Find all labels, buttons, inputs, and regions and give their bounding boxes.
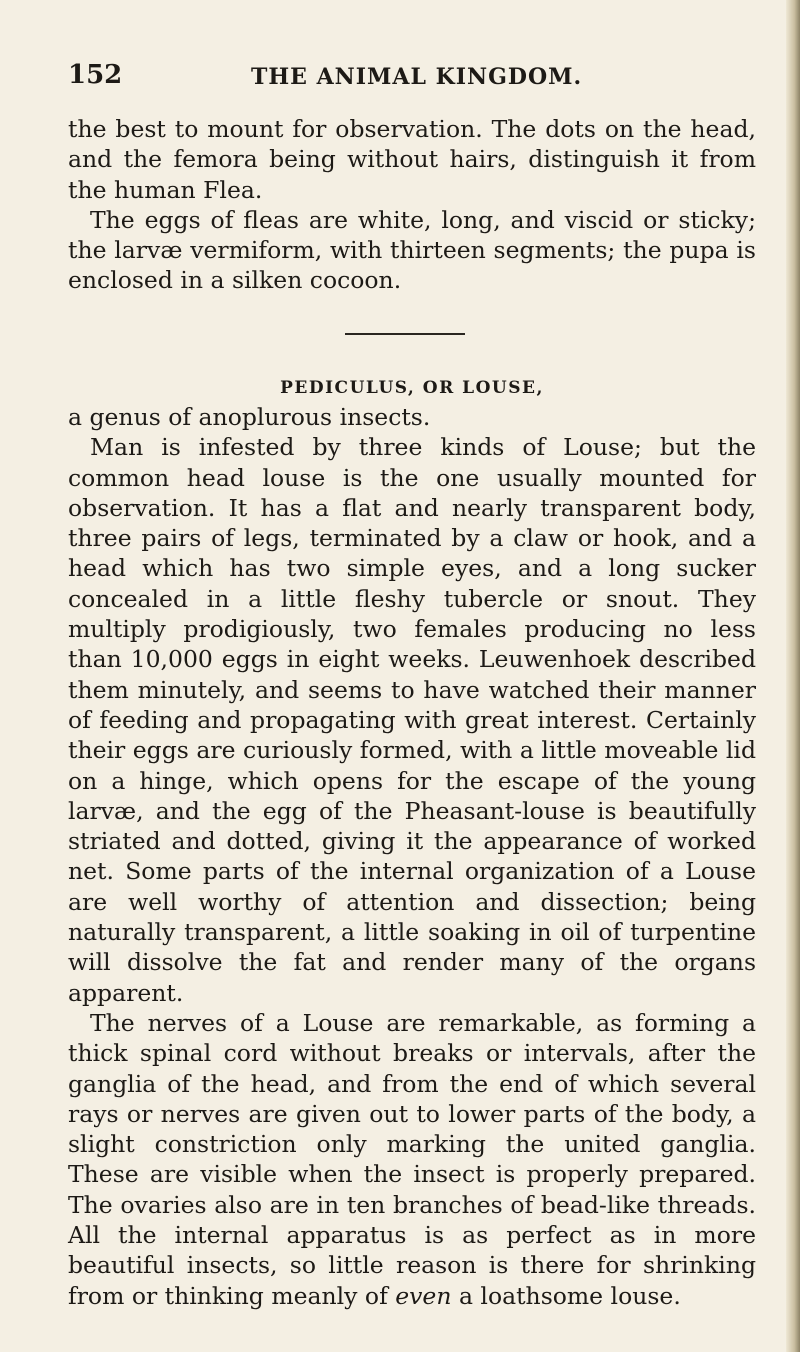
flea-paragraph-1: the best to mount for observation. The dots on the head, and the femora being without hairs, distinguish it from the human Flea. bbox=[68, 115, 756, 204]
page-edge bbox=[786, 0, 800, 1352]
flea-paragraph-2: The eggs of fleas are white, long, and viscid or sticky; the larvæ vermiform, with thirteen segments; the pupa is enclosed in a silken cocoon. bbox=[68, 205, 756, 295]
page-number: 152 bbox=[68, 60, 123, 90]
louse-paragraph-2-end: a loathsome louse. bbox=[451, 1281, 681, 1310]
louse-paragraph-2-start: The nerves of a Louse are remarkable, as forming a thick spinal cord without breaks or intervals, after the ganglia of the head, and from the end of which several rays or nerves are given out to lower parts of the body, a slight constriction only marking the united ganglia. These are visible when the insect is properly prepared. The ovaries also are in ten branches of bead-like threads. All the internal apparatus is as perfect as in more beautiful insects, so little reason is there for shrinking from or thinking meanly of bbox=[68, 1008, 756, 1310]
louse-paragraph-1: Man is infested by three kinds of Louse; but the common head louse is the one usually mounted for observation. It has a flat and nearly transparent body, three pairs of legs, terminated by a claw or hook, and a head which has two simple eyes, and a long sucker concealed in a little fleshy tubercle or snout. They multiply prodigiously, two females producing no less than 10,000 eggs in eight weeks. Leuwenhoek described them minutely, and seems to have watched their manner of feeding and propagating with great interest. Certainly their eggs are curiously formed, with a little moveable lid on a hinge, which opens for the escape of the young larvæ, and the egg of the Pheasant-louse is beautifully striated and dotted, giving it the appearance of worked net. Some parts of the internal organization of a Louse are well worthy of attention and dissection; being naturally transparent, a little soaking in oil of turpentine will dissolve the fat and render many of the organs apparent. bbox=[68, 433, 756, 1007]
page-header bbox=[68, 60, 758, 100]
louse-section bbox=[68, 402, 756, 1311]
running-head: THE ANIMAL KINGDOM. bbox=[251, 64, 583, 90]
emphasis-even: even bbox=[395, 1281, 452, 1310]
louse-intro: a genus of anoplurous insects. bbox=[68, 403, 431, 431]
section-divider bbox=[345, 333, 465, 335]
flea-section bbox=[68, 114, 756, 296]
louse-paragraph-2 bbox=[68, 1008, 756, 1311]
section-heading: PEDICULUS, OR LOUSE, bbox=[280, 378, 544, 398]
